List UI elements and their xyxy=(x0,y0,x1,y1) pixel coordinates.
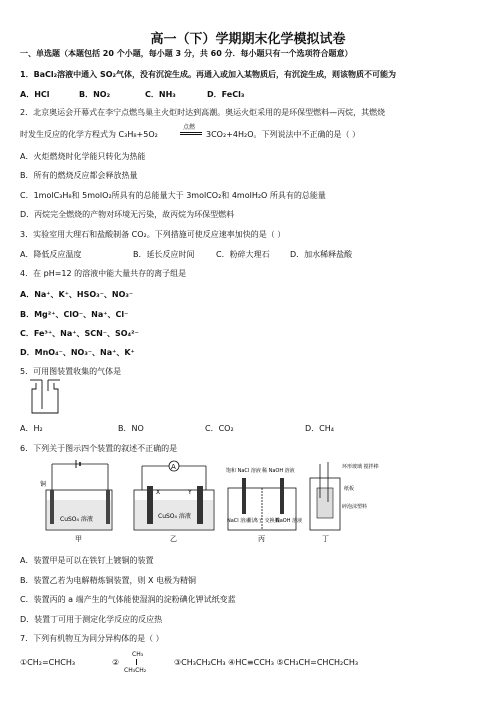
label-electrode-y: Y xyxy=(188,489,192,496)
q2-option-a: A．火炬燃烧时化学能只转化为热能 xyxy=(20,152,146,161)
q5-stem: 5．可用图装置收集的气体是 xyxy=(20,367,122,376)
q3-option-a: A．降低反应温度 xyxy=(20,250,82,259)
apparatus-ding xyxy=(310,462,379,543)
q2-option-b: B．所有的燃烧反应都会释放热量 xyxy=(20,171,138,180)
q2-stem-line2a: 时发生反应的化学方程式为 C₃H₈+5O₂ xyxy=(20,130,158,139)
q4-option-a: A．Na⁺、K⁺、HSO₃⁻、NO₃⁻ xyxy=(20,290,134,299)
apparatus-jia xyxy=(40,460,112,543)
q7-formula-1: ①CH₂=CHCH₃ xyxy=(20,658,76,667)
q3-option-b: B．延长反应时间 xyxy=(133,250,195,259)
four-apparatus-figure xyxy=(30,458,379,544)
q1-option-c: C．NH₃ xyxy=(145,90,176,99)
q6-option-d: D．装置丁可用于测定化学反应的反应热 xyxy=(20,615,163,624)
label-ammeter: A xyxy=(171,463,176,471)
label-saturated-nacl: 饱和 NaCl 溶液 xyxy=(226,468,261,474)
q7-formula-2-bottom: CH₃CH₂ xyxy=(124,667,147,674)
q5-option-c: C．CO₂ xyxy=(205,424,234,433)
q4-option-c: C．Fe³⁺、Na⁺、SCN⁻、SO₄²⁻ xyxy=(20,329,139,338)
q2-option-c: C．1molC₃H₈和 5molO₂所具有的总能量大于 3molCO₂和 4molH₂O 所具有的总能量 xyxy=(20,191,326,200)
label-nacl-solution: NaCl 溶液 xyxy=(227,518,251,524)
label-dilute-naoh: 稀 NaOH 溶液 xyxy=(262,468,295,474)
label-yi: 乙 xyxy=(170,535,177,543)
q2-stem-line2b: 3CO₂+4H₂O。下列说法中不正确的是（ ） xyxy=(206,130,361,139)
label-yi-solution: CuSO₄ 溶液 xyxy=(158,513,191,520)
q1-option-d: D．FeCl₃ xyxy=(207,90,245,99)
q5-option-d: D．CH₄ xyxy=(305,424,334,433)
q2-reaction-condition: 点燃 xyxy=(183,124,196,131)
q7-stem: 7．下列有机物互为同分异构体的是（ ） xyxy=(20,634,164,643)
q7-formula-3: ③CH₃CH₂CH₃ ④HC≡CCH₃ ⑤CH₃CH=CHCH₂CH₃ xyxy=(174,658,359,667)
gas-bottle-figure xyxy=(24,379,76,415)
label-jia-solution: CuSO₄ 溶液 xyxy=(60,516,93,523)
q2-reaction-arrow-2 xyxy=(180,134,202,135)
q1-stem: 1．BaCl₂溶液中通入 SO₂气体，没有沉淀生成。再通入或加入某物质后，有沉淀生成，则该物质不可能为 xyxy=(20,70,397,79)
q6-stem: 6．下列关于图示四个装置的叙述不正确的是 xyxy=(20,444,178,453)
label-ding: 丁 xyxy=(322,535,329,543)
q6-option-b: B．装置乙若为电解精炼铜装置，则 X 电极为精铜 xyxy=(20,576,197,585)
q5-option-b: B．NO xyxy=(118,424,144,433)
q3-option-d: D．加水稀释盐酸 xyxy=(290,250,353,259)
label-stirrer: 环形玻璃 搅拌棒 xyxy=(342,464,379,470)
label-copper: 铜 xyxy=(40,481,47,488)
apparatus-bing xyxy=(226,467,302,543)
q2-reaction-arrow xyxy=(180,132,202,133)
section-heading: 一、单选题（本题包括 20 个小题，每小题 3 分，共 60 分．每小题只有一个选项符合题意） xyxy=(20,49,353,58)
page-title: 高一（下）学期期末化学模拟试卷 xyxy=(150,32,346,47)
label-naoh-solution: NaOH 溶液 xyxy=(276,518,303,524)
q4-option-d: D．MnO₄⁻、NO₃⁻、Na⁺、K⁺ xyxy=(20,348,135,357)
q7-formula-2-top: CH₃ xyxy=(132,651,144,658)
q6-option-a: A．装置甲是可以在铁钉上镀铜的装置 xyxy=(20,556,154,565)
label-electrode-x: X xyxy=(156,489,161,496)
q7-formula-2-label: ② xyxy=(112,658,120,667)
q4-option-b: B．Mg²⁺、ClO⁻、Na⁺、Cl⁻ xyxy=(20,310,129,319)
q2-option-d: D．丙烷完全燃烧的产物对环境无污染，故丙烷为环保型燃料 xyxy=(20,210,235,219)
q2-stem-line1: 2．北京奥运会开幕式在李宁点燃鸟巢主火炬时达到高潮。奥运火炬采用的是环保型燃料—丙烷，其燃烧 xyxy=(20,108,386,117)
q4-stem: 4．在 pH=12 的溶液中能大量共存的离子组是 xyxy=(20,269,187,278)
q3-option-c: C．粉碎大理石 xyxy=(216,250,270,259)
label-foam: 碎泡沫塑料 xyxy=(342,504,368,510)
q1-option-b: B．NO₂ xyxy=(79,90,111,99)
label-ion-membrane: 阳离子 交换膜 xyxy=(248,518,280,524)
label-jia: 甲 xyxy=(75,535,82,543)
q3-stem: 3．实验室用大理石和盐酸制备 CO₂。下列措施可使反应速率加快的是（ ） xyxy=(20,230,286,239)
apparatus-yi xyxy=(134,461,214,543)
label-cardboard: 纸板 xyxy=(344,486,355,492)
q1-option-a: A．HCl xyxy=(20,90,50,99)
q5-option-a: A．H₂ xyxy=(20,424,43,433)
label-bing: 丙 xyxy=(258,535,265,543)
q7-formula-2-bond xyxy=(136,659,137,665)
q6-option-c: C．装置丙的 a 端产生的气体能使湿润的淀粉碘化钾试纸变蓝 xyxy=(20,595,236,604)
